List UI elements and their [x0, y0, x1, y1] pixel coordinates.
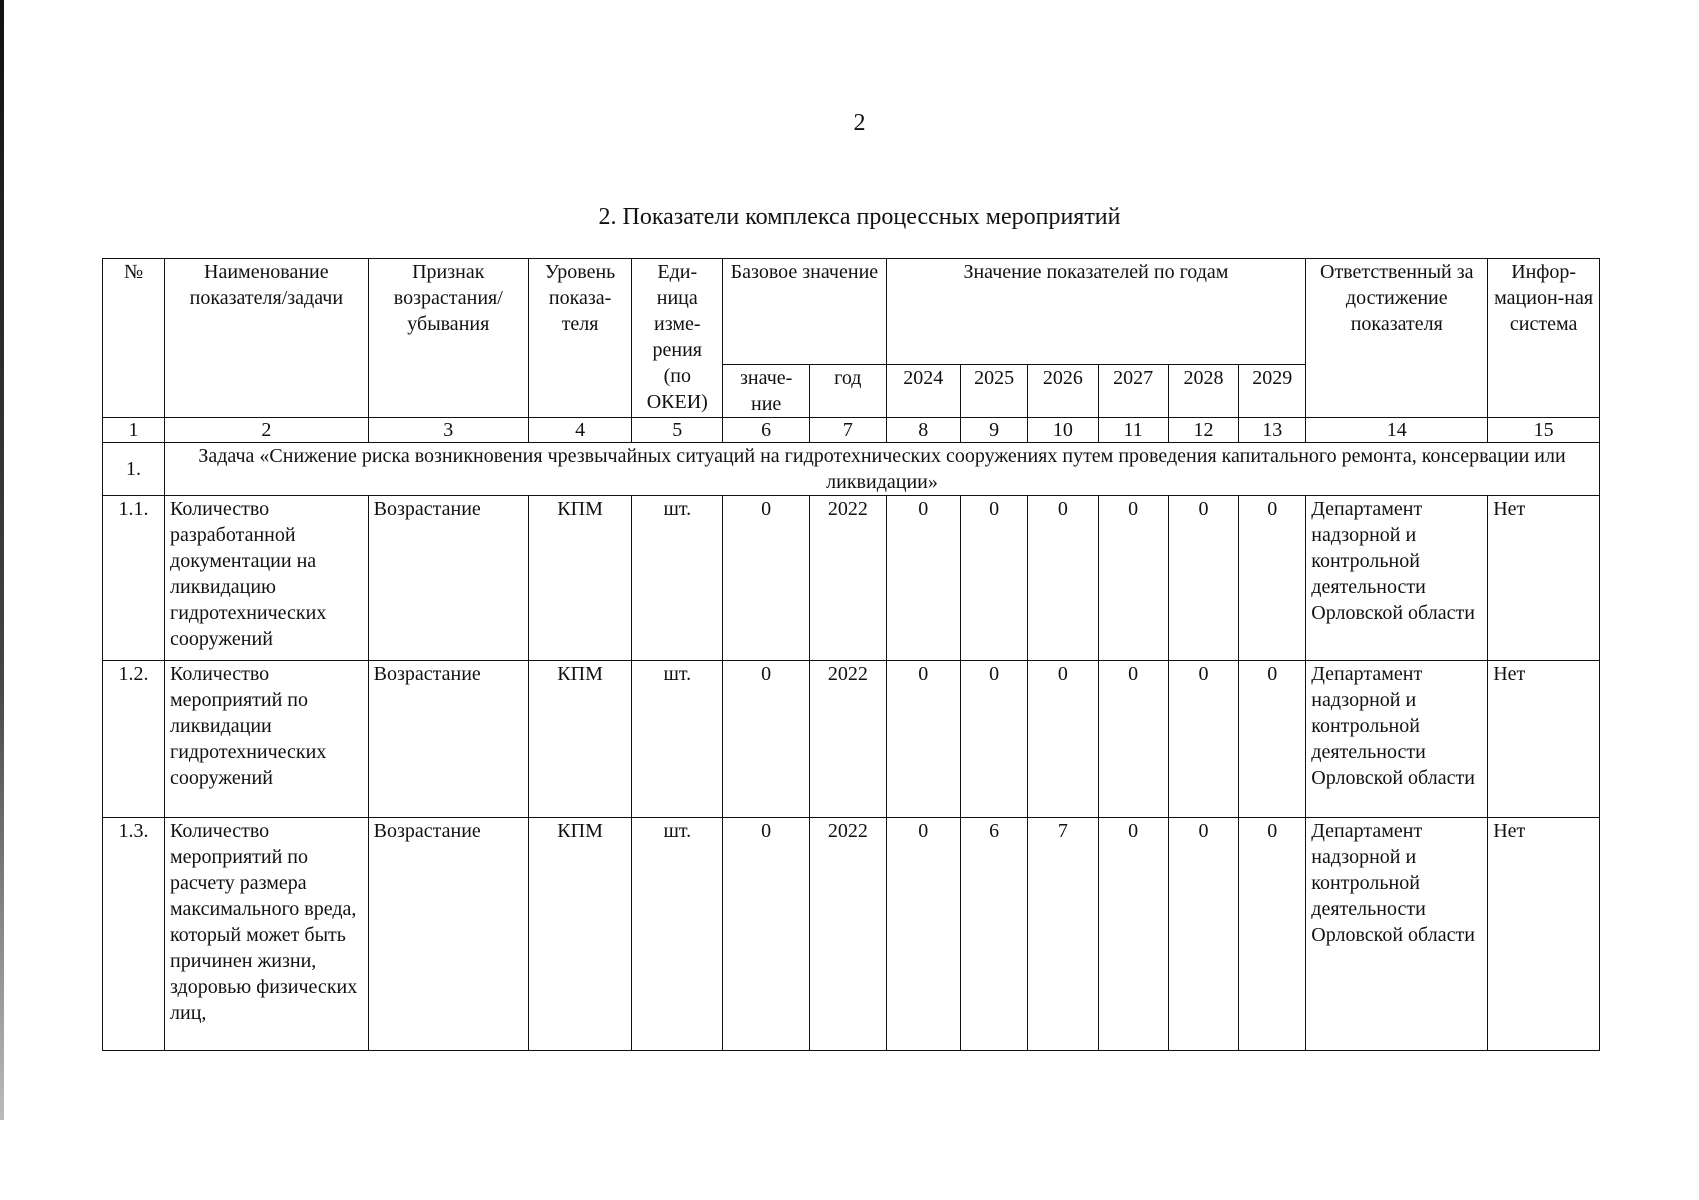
- column-number: 3: [368, 418, 528, 443]
- table-header: [103, 259, 1600, 418]
- page-title: 2. Показатели комплекса процессных мероприятий: [598, 204, 1121, 230]
- task-number: 1.: [103, 443, 165, 496]
- year-value: 0: [1239, 661, 1306, 818]
- header-year: 2027: [1098, 365, 1168, 418]
- base-year: 2022: [810, 496, 887, 661]
- base-year: 2022: [810, 818, 887, 1051]
- indicator-unit: шт.: [632, 661, 723, 818]
- column-number: 13: [1239, 418, 1306, 443]
- table-row: [103, 818, 1600, 1051]
- year-value: 0: [1028, 661, 1098, 818]
- header-info-system: Инфор-мацион-ная система: [1488, 259, 1600, 418]
- year-value: 0: [1239, 496, 1306, 661]
- column-number: 1: [103, 418, 165, 443]
- indicator-level: КПМ: [528, 496, 631, 661]
- info-system: Нет: [1488, 496, 1600, 661]
- column-number: 7: [810, 418, 887, 443]
- year-value: 0: [886, 496, 960, 661]
- table-row: [103, 661, 1600, 818]
- year-value: 0: [1168, 661, 1238, 818]
- header-year: 2029: [1239, 365, 1306, 418]
- year-value: 0: [1239, 818, 1306, 1051]
- year-value: 7: [1028, 818, 1098, 1051]
- header-year: 2025: [961, 365, 1028, 418]
- year-value: 0: [1028, 496, 1098, 661]
- header-base-year: год: [810, 365, 887, 418]
- page-number: 2: [853, 110, 866, 136]
- row-number: 1.3.: [103, 818, 165, 1051]
- year-value: 6: [961, 818, 1028, 1051]
- indicator-name: Количество мероприятий по расчету размера максимального вреда, который может быть причинен жизни, здоровью физических лиц,: [165, 818, 369, 1051]
- scan-edge: [0, 0, 4, 1120]
- base-value: 0: [723, 661, 810, 818]
- task-row: [103, 443, 1600, 496]
- indicator-unit: шт.: [632, 496, 723, 661]
- year-value: 0: [886, 661, 960, 818]
- header-base: Базовое значение: [723, 259, 886, 365]
- indicators-table: [102, 258, 1600, 1051]
- year-value: 0: [1168, 496, 1238, 661]
- column-number: 5: [632, 418, 723, 443]
- column-number: 10: [1028, 418, 1098, 443]
- column-number: 6: [723, 418, 810, 443]
- responsible: Департамент надзорной и контрольной деятельности Орловской области: [1306, 661, 1488, 818]
- year-value: 0: [961, 496, 1028, 661]
- column-number: 14: [1306, 418, 1488, 443]
- indicator-name: Количество разработанной документации на ликвидацию гидротехнических сооружений: [165, 496, 369, 661]
- row-number: 1.2.: [103, 661, 165, 818]
- year-value: 0: [886, 818, 960, 1051]
- header-year: 2026: [1028, 365, 1098, 418]
- header-year: 2028: [1168, 365, 1238, 418]
- row-number: 1.1.: [103, 496, 165, 661]
- column-number: 8: [886, 418, 960, 443]
- year-value: 0: [1168, 818, 1238, 1051]
- header-no: №: [103, 259, 165, 418]
- header-year: 2024: [886, 365, 960, 418]
- base-value: 0: [723, 496, 810, 661]
- year-value: 0: [961, 661, 1028, 818]
- year-value: 0: [1098, 661, 1168, 818]
- header-unit: Еди-ница изме-рения (по ОКЕИ): [632, 259, 723, 418]
- column-number: 2: [165, 418, 369, 443]
- info-system: Нет: [1488, 818, 1600, 1051]
- table-row: [103, 496, 1600, 661]
- column-number: 4: [528, 418, 631, 443]
- column-numbers-row: [103, 418, 1600, 443]
- header-responsible: Ответственный за достижение показателя: [1306, 259, 1488, 418]
- base-year: 2022: [810, 661, 887, 818]
- column-number: 12: [1168, 418, 1238, 443]
- column-number: 15: [1488, 418, 1600, 443]
- base-value: 0: [723, 818, 810, 1051]
- header-name: Наименование показателя/задачи: [165, 259, 369, 418]
- responsible: Департамент надзорной и контрольной деятельности Орловской области: [1306, 818, 1488, 1051]
- header-values-by-year: Значение показателей по годам: [886, 259, 1306, 365]
- indicator-level: КПМ: [528, 818, 631, 1051]
- indicator-sign: Возрастание: [368, 818, 528, 1051]
- header-sign: Признак возрастания/ убывания: [368, 259, 528, 418]
- column-number: 11: [1098, 418, 1168, 443]
- header-base-value: значе-ние: [723, 365, 810, 418]
- info-system: Нет: [1488, 661, 1600, 818]
- indicator-unit: шт.: [632, 818, 723, 1051]
- indicator-sign: Возрастание: [368, 496, 528, 661]
- indicator-name: Количество мероприятий по ликвидации гидротехнических сооружений: [165, 661, 369, 818]
- year-value: 0: [1098, 818, 1168, 1051]
- header-level: Уровень показа-теля: [528, 259, 631, 418]
- task-text: Задача «Снижение риска возникновения чрезвычайных ситуаций на гидротехнических сооружениях путем проведения капитального ремонта, консервации или ликвидации»: [165, 443, 1600, 496]
- indicator-level: КПМ: [528, 661, 631, 818]
- year-value: 0: [1098, 496, 1168, 661]
- indicator-sign: Возрастание: [368, 661, 528, 818]
- responsible: Департамент надзорной и контрольной деятельности Орловской области: [1306, 496, 1488, 661]
- column-number: 9: [961, 418, 1028, 443]
